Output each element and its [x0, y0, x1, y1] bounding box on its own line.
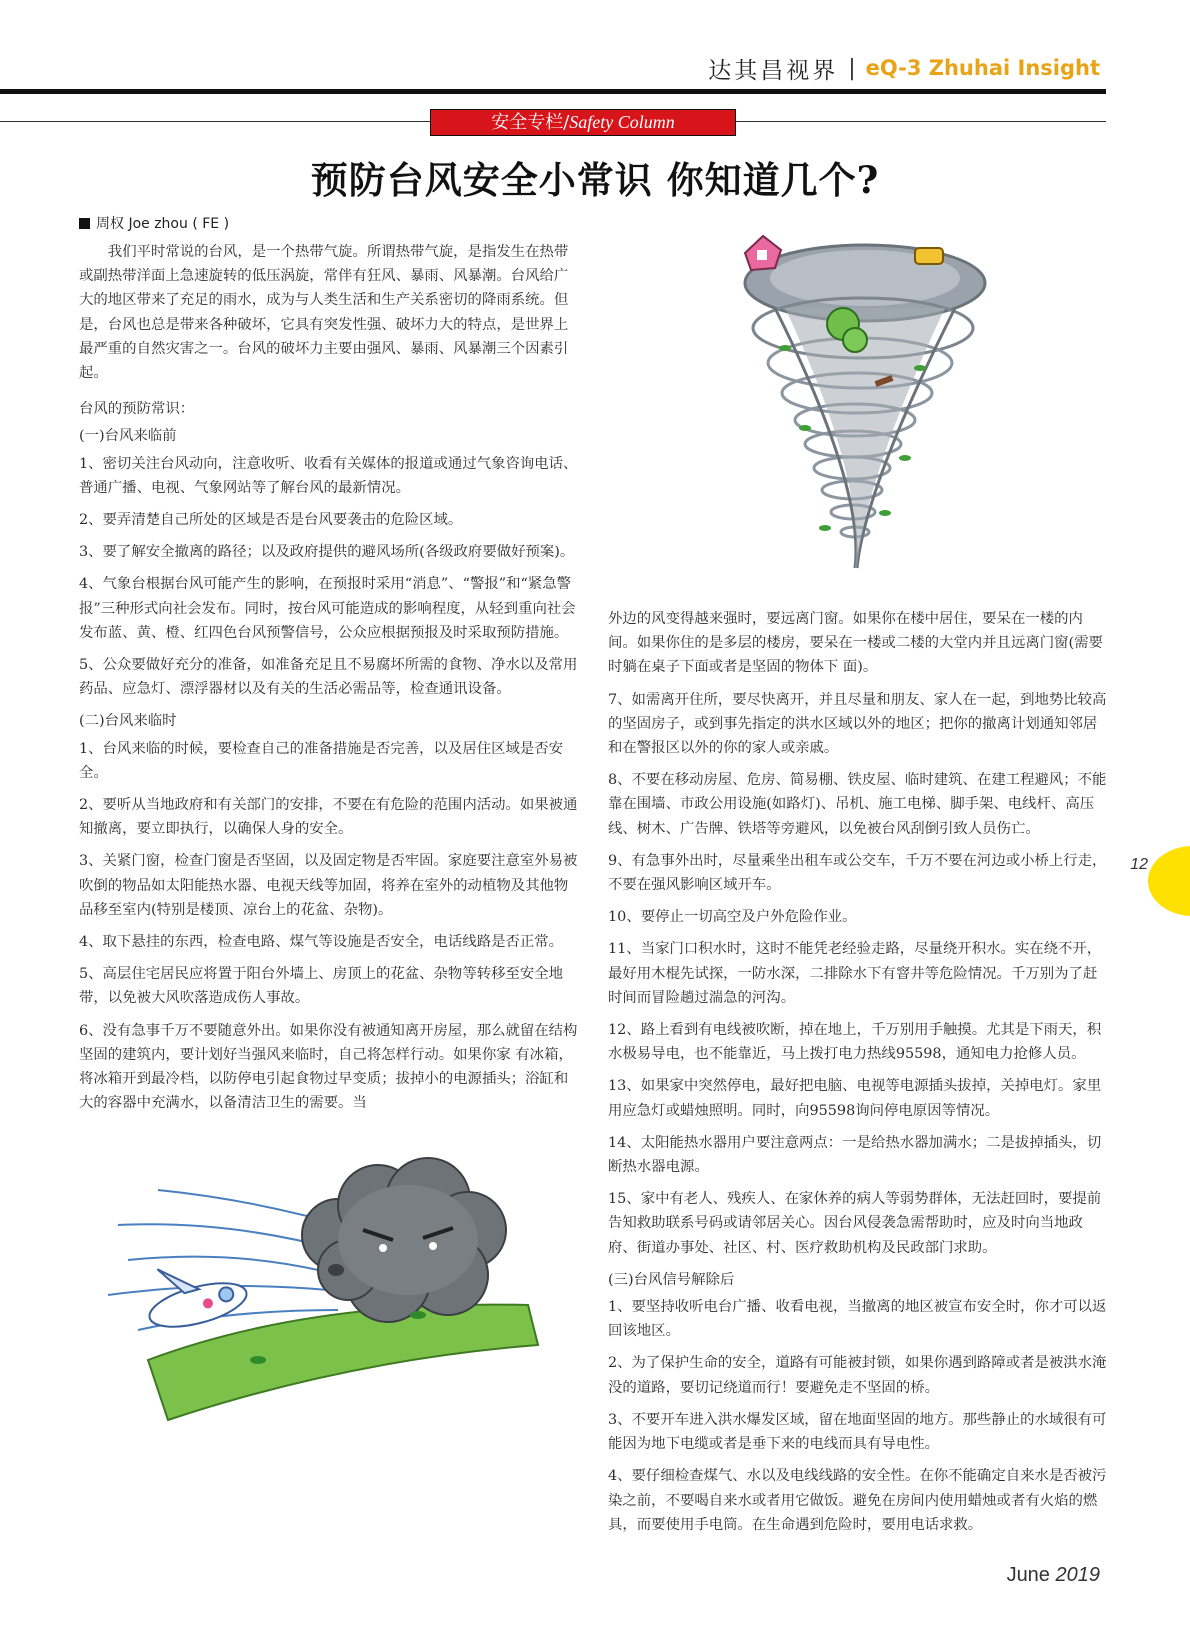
list-item: 3、不要开车进入洪水爆发区域，留在地面坚固的地方。那些静止的水域很有可能因为地下电缆或者是垂下来的电线而具有导电性。 [608, 1411, 1107, 1453]
list-item: 10、要停止一切高空及户外危险作业。 [608, 909, 857, 926]
header-rule-thick [0, 89, 1106, 94]
magazine-header [708, 50, 1100, 86]
issue-month: June [1006, 1564, 1050, 1586]
page-number: 12 [1130, 856, 1148, 873]
author-line [79, 213, 229, 233]
list-item: 11、当家门口积水时，这时不能凭老经验走路，尽量绕开积水。实在绕不开，最好用木棍先试探，一防水深，二排除水下有窨井等危险情况。千万别为了赶时间而冒险趟过湍急的河沟。 [608, 941, 1102, 1006]
list-item: 4、取下悬挂的东西，检查电路、煤气等设施是否安全，电话线路是否正常。 [79, 934, 564, 951]
list-item-continued: 外边的风变得越来强时，要远离门窗。如果你在楼中居住，要呆在一楼的内间。如果你住的是多层的楼房，要呆在一楼或二楼的大堂内并且远离门窗(需要时躺在桌子下面或者是坚固的物体下 面)。 [608, 611, 1103, 676]
page-tab [1148, 846, 1190, 916]
left-column [79, 240, 582, 1124]
magazine-name-en: eQ-3 Zhuhai Insight [865, 56, 1100, 80]
list-item: 12、路上看到有电线被吹断，掉在地上，千万别用手触摸。尤其是下雨天，积水极易导电，也不能靠近，马上拨打电力热线95598，通知电力抢修人员。 [608, 1022, 1102, 1063]
list-item: 5、高层住宅居民应将置于阳台外墙上、房顶上的花盆、杂物等转移至安全地带，以免被大风吹落造成伤人事故。 [79, 966, 564, 1007]
article-title: 预防台风安全小常识 你知道几个? [310, 158, 880, 202]
list-item: 1、要坚持收听电台广播、收看电视，当撤离的地区被宣布安全时，你才可以返回该地区。 [608, 1299, 1107, 1340]
list-item: 14、太阳能热水器用户要注意两点：一是给热水器加满水；二是拔掉插头，切断热水器电源。 [608, 1134, 1102, 1176]
list-item: 7、如需离开住所，要尽快离开，并且尽量和朋友、家人在一起，到地势比较高的坚固房子，或到事先指定的洪水区域以外的地区；把你的撤离计划通知邻居和在警报区以外的你的家人或亲戚。 [608, 691, 1107, 757]
author-name: 周权 Joe zhou ( FE ) [96, 216, 230, 232]
column-tag [430, 109, 736, 136]
list-item: 2、要听从当地政府和有关部门的安排，不要在有危险的范围内活动。如果被通知撤离，要立即执行，以确保人身的安全。 [79, 797, 578, 838]
list-item: 2、为了保护生命的安全，道路有可能被封锁，如果你遇到路障或者是被洪水淹没的道路，要切记绕道而行！要避免走不坚固的桥。 [608, 1355, 1107, 1396]
list-item: 9、有急事外出时，尽量乘坐出租车或公交车，千万不要在河边或小桥上行走，不要在强风影响区域开车。 [608, 852, 1107, 894]
list-item: 1、台风来临的时候，要检查自己的准备措施是否完善，以及居住区域是否安全。 [79, 740, 564, 781]
subsection-heading: (一)台风来临前 [79, 428, 177, 445]
right-column [608, 607, 1108, 1545]
subsection-heading: (三)台风信号解除后 [608, 1271, 735, 1288]
list-item: 13、如果家中突然停电，最好把电脑、电视等电源插头拔掉，关掉电灯。家里用应急灯或蜡烛照明。同时，向95598询问停电原因等情况。 [608, 1078, 1102, 1119]
list-item: 15、家中有老人、残疾人、在家休养的病人等弱势群体，无法赶回时，要提前告知救助联系号码或请邻居关心。因台风侵袭急需帮助时，应及时向当地政府、街道办事处、社区、村、医疗救助机构及民政部门求助。 [608, 1191, 1102, 1256]
list-item: 4、要仔细检查煤气、水以及电线线路的安全性。在你不能确定自来水是否被污染之前，不要喝自来水或者用它做饭。避免在房间内使用蜡烛或者有火焰的燃具，而要使用手电筒。在生命遇到危险时，要用电话求救。 [608, 1468, 1107, 1533]
list-item: 5、公众要做好充分的准备，如准备充足且不易腐坏所需的食物、净水以及常用药品、应急灯、漂浮器材以及有关的生活必需品等，检查通讯设备。 [79, 657, 578, 698]
list-item: 3、要了解安全撤离的路径；以及政府提供的避风场所(各级政府要做好预案)。 [79, 544, 575, 561]
wind-cloud-illustration [108, 1130, 568, 1430]
section-heading: 台风的预防常识： [79, 401, 195, 418]
column-tag-en: Safety Column [569, 112, 675, 132]
intro-paragraph: 我们平时常说的台风，是一个热带气旋。所谓热带气旋，是指发生在热带或副热带洋面上急速旋转的低压涡旋，常伴有狂风、暴雨、风暴潮。台风给广大的地区带来了充足的雨水，成为与人类生活和生产关系密切的降雨系统。但是，台风也总是带来各种破坏，它具有突发性强、破坏力大的特点，是世界上最严重的自然灾害之一。台风的破坏力主要由强风、暴雨、风暴潮三个因素引起。 [79, 244, 569, 382]
list-item: 1、密切关注台风动向，注意收听、收看有关媒体的报道或通过气象咨询电话、普通广播、电视、气象网站等了解台风的最新情况。 [79, 455, 578, 496]
list-item: 4、气象台根据台风可能产生的影响，在预报时采用“消息”、“警报”和“紧急警报”三种形式向社会发布。同时，按台风可能造成的影响程度，从轻到重向社会发布蓝、黄、橙、红四色台风预警信号，公众应根据预报及时采取预防措施。 [79, 576, 576, 641]
tornado-illustration [715, 228, 1005, 588]
header-separator: | [848, 55, 856, 81]
list-item: 6、没有急事千万不要随意外出。如果你没有被通知离开房屋，那么就留在结构坚固的建筑内，要计划好当强风来临时，自己将怎样行动。如果你家 有冰箱，将冰箱开到最冷档，以防停电引起食物过早变质；拔掉小的电源插头；浴缸和大的容器中充满水，以备清洁卫生的需要。当 [79, 1022, 578, 1112]
list-item: 8、不要在移动房屋、危房、简易棚、铁皮屋、临时建筑、在建工程避风；不能靠在围墙、市政公用设施(如路灯)、吊机、施工电梯、脚手架、电线杆、高压线、树木、广告牌、铁塔等旁避风，以免被台风刮倒引致人员伤亡。 [608, 772, 1107, 837]
column-tag-cn: 安全专栏/ [491, 112, 570, 133]
list-item: 2、要弄清楚自己所处的区域是否是台风要袭击的危险区域。 [79, 512, 463, 529]
issue-year: 2019 [1055, 1564, 1100, 1586]
magazine-name-cn: 达其昌视界 [708, 57, 839, 84]
subsection-heading: (二)台风来临时 [79, 713, 177, 730]
author-bullet-icon [79, 218, 90, 229]
list-item: 3、关紧门窗，检查门窗是否坚固，以及固定物是否牢固。家庭要注意室外易被吹倒的物品如太阳能热水器、电视天线等加固，将养在室外的动植物及其他物品移至室内(特别是楼顶、凉台上的花盆、杂物)。 [79, 853, 578, 918]
issue-date [1007, 1564, 1100, 1587]
